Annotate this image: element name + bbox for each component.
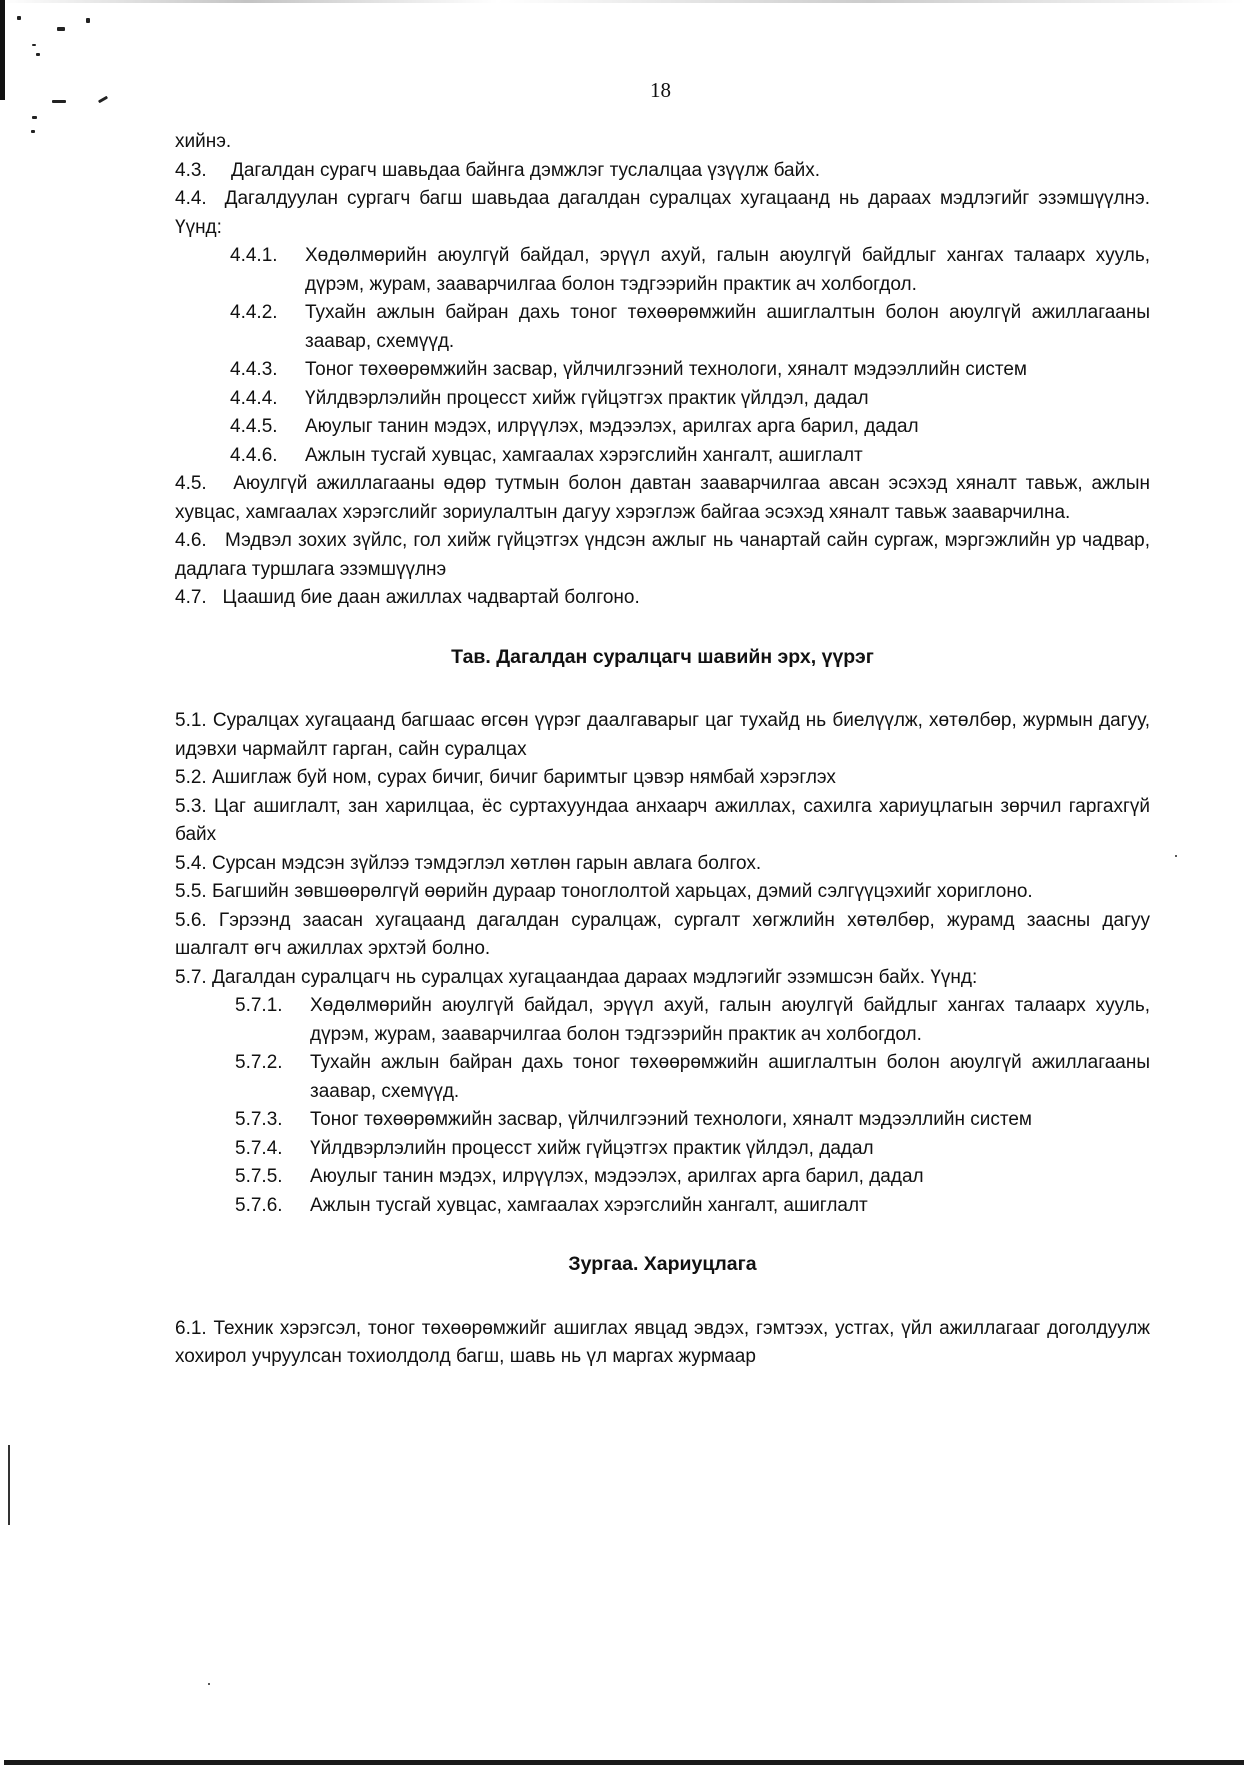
scan-speck	[86, 18, 90, 23]
sub-item-5-7-5	[235, 1163, 1150, 1192]
item-number: 5.2.	[175, 767, 207, 788]
scan-speck	[208, 1683, 210, 1685]
item-text: Цаг ашиглалт, зан харилцаа, ёс суртахуундаа анхаарч ажиллах, сахилга хариуцлагын зөрчил гаргахгүй байх	[175, 795, 1151, 845]
item-number: 5.7.1.	[235, 995, 283, 1016]
page-number: 18	[650, 78, 671, 102]
item-number: 4.7.	[175, 587, 207, 608]
scan-speck	[1175, 855, 1177, 857]
scan-speck	[57, 27, 65, 31]
item-text: Сурсан мэдсэн зүйлээ тэмдэглэл хөтлөн гарын авлага болгох.	[211, 852, 762, 874]
scan-top-edge	[0, 0, 1244, 3]
document-body	[175, 128, 1150, 1372]
spacer	[175, 1220, 1150, 1250]
item-number: 5.1.	[175, 710, 207, 731]
list-item-4-7	[175, 584, 1150, 613]
list-item-4-3	[175, 157, 1150, 186]
sub-item-4-4-6	[230, 442, 1150, 471]
scan-speck	[17, 16, 21, 20]
item-number: 4.4.1.	[230, 245, 278, 266]
item-text: Багшийн зөвшөөрөлгүй өөрийн дураар тоноглолтой харьцах, дэмий сэлгүүцэхийг хориглоно.	[211, 881, 1033, 902]
item-text: Үйлдвэрлэлийн процесст хийж гүйцэтгэх практик үйлдэл, дадал	[310, 1137, 874, 1159]
item-number: 4.4.	[175, 188, 207, 209]
item-number: 4.4.3.	[230, 359, 278, 380]
item-text: Тоног төхөөрөмжийн засвар, үйлчилгээний технологи, хяналт мэдээллийн систем	[310, 1109, 1032, 1130]
scan-margin-mark	[8, 1445, 10, 1525]
spacer	[175, 613, 1150, 643]
item-text: Ажлын тусгай хувцас, хамгаалах хэрэгслийн хангалт, ашиглалт	[310, 1194, 868, 1216]
item-text: Цаашид бие даан ажиллах чадвартай болгоно.	[222, 587, 640, 608]
item-number: 6.1.	[175, 1317, 207, 1339]
item-text: Мэдвэл зохих зүйлс, гол хийж гүйцэтгэх үндсэн ажлыг нь чанартай сайн сургаж, мэргэжлийн ур чадвар, дадлага туршлага эзэмшүүлнэ	[175, 530, 1150, 580]
list-item-4-4	[175, 185, 1150, 242]
item-number: 5.7.	[175, 966, 207, 988]
list-item-5-3	[175, 793, 1150, 850]
scan-speck	[32, 44, 36, 46]
item-text: Тухайн ажлын байран дахь тоног төхөөрөмжийн ашиглалтын болон аюулгүй ажиллагааны заавар, схемүүд.	[310, 1052, 1150, 1102]
sub-item-5-7-3	[235, 1106, 1150, 1135]
list-item-4-6	[175, 527, 1150, 584]
scan-left-edge	[0, 0, 5, 100]
item-number: 4.6.	[175, 530, 207, 551]
scan-bottom-edge	[4, 1760, 1244, 1765]
item-text: Дагалдан сурагч шавьдаа байнга дэмжлэг туслалцаа үзүүлж байх.	[231, 159, 821, 181]
item-number: 5.4.	[175, 852, 207, 874]
item-text: Аюулыг танин мэдэх, илрүүлэх, мэдээлэх, арилгах арга барил, дадал	[305, 416, 919, 437]
list-item-4-5	[175, 470, 1150, 527]
item-text: Дагалдан суралцагч нь суралцах хугацаандаа дараах мэдлэгийг эзэмшсэн байх. Үүнд:	[211, 966, 978, 988]
continuation-text: хийнэ.	[175, 131, 232, 152]
item-text: Суралцах хугацаанд багшаас өгсөн үүрэг даалгаварыг цаг тухайд нь биелүүлж, хөтөлбөр, журмын дагуу, идэвхи чармайлт гарган, сайн суралцах	[175, 710, 1150, 760]
item-text: Техник хэрэгсэл, тоног төхөөрөмжийг ашиглах явцад эвдэх, гэмтээх, устгах, үйл ажиллагааг доголдуулж хохирол учруулсан тохиолдолд багш, шавь нь үл маргах журмаар	[175, 1317, 1151, 1367]
sub-item-4-4-3	[230, 356, 1150, 385]
scan-speck	[98, 96, 108, 104]
sub-item-4-4-4	[230, 385, 1150, 414]
item-number: 5.7.4.	[235, 1137, 283, 1159]
item-text: Тухайн ажлын байран дахь тоног төхөөрөмжийн ашиглалтын болон аюулгүй ажиллагааны заавар, схемүүд.	[305, 302, 1150, 352]
spacer	[175, 671, 1150, 707]
item-number: 4.4.5.	[230, 416, 278, 437]
item-text: Тоног төхөөрөмжийн засвар, үйлчилгээний технологи, хяналт мэдээллийн систем	[305, 359, 1027, 380]
item-number: 5.5.	[175, 881, 207, 902]
item-text: Ашиглаж буй ном, сурах бичиг, бичиг баримтыг цэвэр нямбай хэрэглэх	[211, 767, 836, 788]
list-item-5-1	[175, 707, 1150, 764]
list-item-5-2	[175, 764, 1150, 793]
scan-speck	[52, 100, 66, 103]
item-number: 5.7.2.	[235, 1052, 283, 1073]
list-item-5-4	[175, 850, 1150, 879]
item-number: 4.4.6.	[230, 444, 278, 466]
spacer	[175, 1279, 1150, 1315]
sub-item-5-7-4	[235, 1135, 1150, 1164]
item-number: 4.5.	[175, 473, 207, 494]
item-text: Ажлын тусгай хувцас, хамгаалах хэрэгслийн хангалт, ашиглалт	[305, 444, 863, 466]
item-number: 5.7.5.	[235, 1166, 283, 1187]
sub-item-5-7-2	[235, 1049, 1150, 1106]
item-number: 5.6.	[175, 909, 207, 931]
list-item-5-5	[175, 878, 1150, 907]
scan-speck	[36, 53, 40, 56]
item-text: Дагалдуулан сургагч багш шавьдаа дагалдан суралцах хугацаанд нь дараах мэдлэгийг эзэмшүүлнэ. Үүнд:	[175, 188, 1150, 238]
sub-item-5-7-6	[235, 1192, 1150, 1221]
sub-item-4-4-5	[230, 413, 1150, 442]
sub-item-4-4-2	[230, 299, 1150, 356]
section-6-heading: Зургаа. Хариуцлага	[568, 1253, 757, 1275]
item-number: 5.7.3.	[235, 1109, 283, 1130]
section-5-heading: Тав. Дагалдан суралцагч шавийн эрх, үүрэг	[451, 645, 874, 668]
list-item-5-7	[175, 964, 1150, 993]
scan-speck	[32, 116, 37, 119]
item-text: Аюулгүй ажиллагааны өдөр тутмын болон давтан зааварчилгаа авсан эсэхэд хяналт тавьж, ажлын хувцас, хамгаалах хэрэгслийг зориулалтын дагуу хэрэглэж байгаа эсэхэд хяналт тавьж зааварчилна.	[175, 473, 1150, 523]
item-number: 5.7.6.	[235, 1194, 283, 1216]
item-number: 4.4.2.	[230, 302, 278, 323]
item-text: Үйлдвэрлэлийн процесст хийж гүйцэтгэх практик үйлдэл, дадал	[305, 387, 869, 409]
sub-item-4-4-1	[230, 242, 1150, 299]
item-number: 4.4.4.	[230, 387, 278, 409]
item-text: Хөдөлмөрийн аюулгүй байдал, эрүүл ахуй, галын аюулгүй байдлыг хангах талаарх хууль, дүрэм, журам, зааварчилгаа болон тэдгээрийн практик ач холбогдол.	[310, 995, 1150, 1045]
item-number: 4.3.	[175, 159, 207, 181]
item-text: Аюулыг танин мэдэх, илрүүлэх, мэдээлэх, арилгах арга барил, дадал	[310, 1166, 924, 1187]
list-item-5-6	[175, 907, 1150, 964]
item-number: 5.3.	[175, 795, 207, 817]
item-text: Хөдөлмөрийн аюулгүй байдал, эрүүл ахуй, галын аюулгүй байдлыг хангах талаарх хууль, дүрэм, журам, зааварчилгаа болон тэдгээрийн практик ач холбогдол.	[305, 245, 1150, 295]
sub-item-5-7-1	[235, 992, 1150, 1049]
list-item-6-1	[175, 1315, 1150, 1372]
item-text: Гэрээнд заасан хугацаанд дагалдан суралцаж, сургалт хөгжлийн хөтөлбөр, журамд заасны дагуу шалгалт өгч ажиллах эрхтэй болно.	[175, 909, 1151, 959]
scan-speck	[31, 130, 35, 133]
